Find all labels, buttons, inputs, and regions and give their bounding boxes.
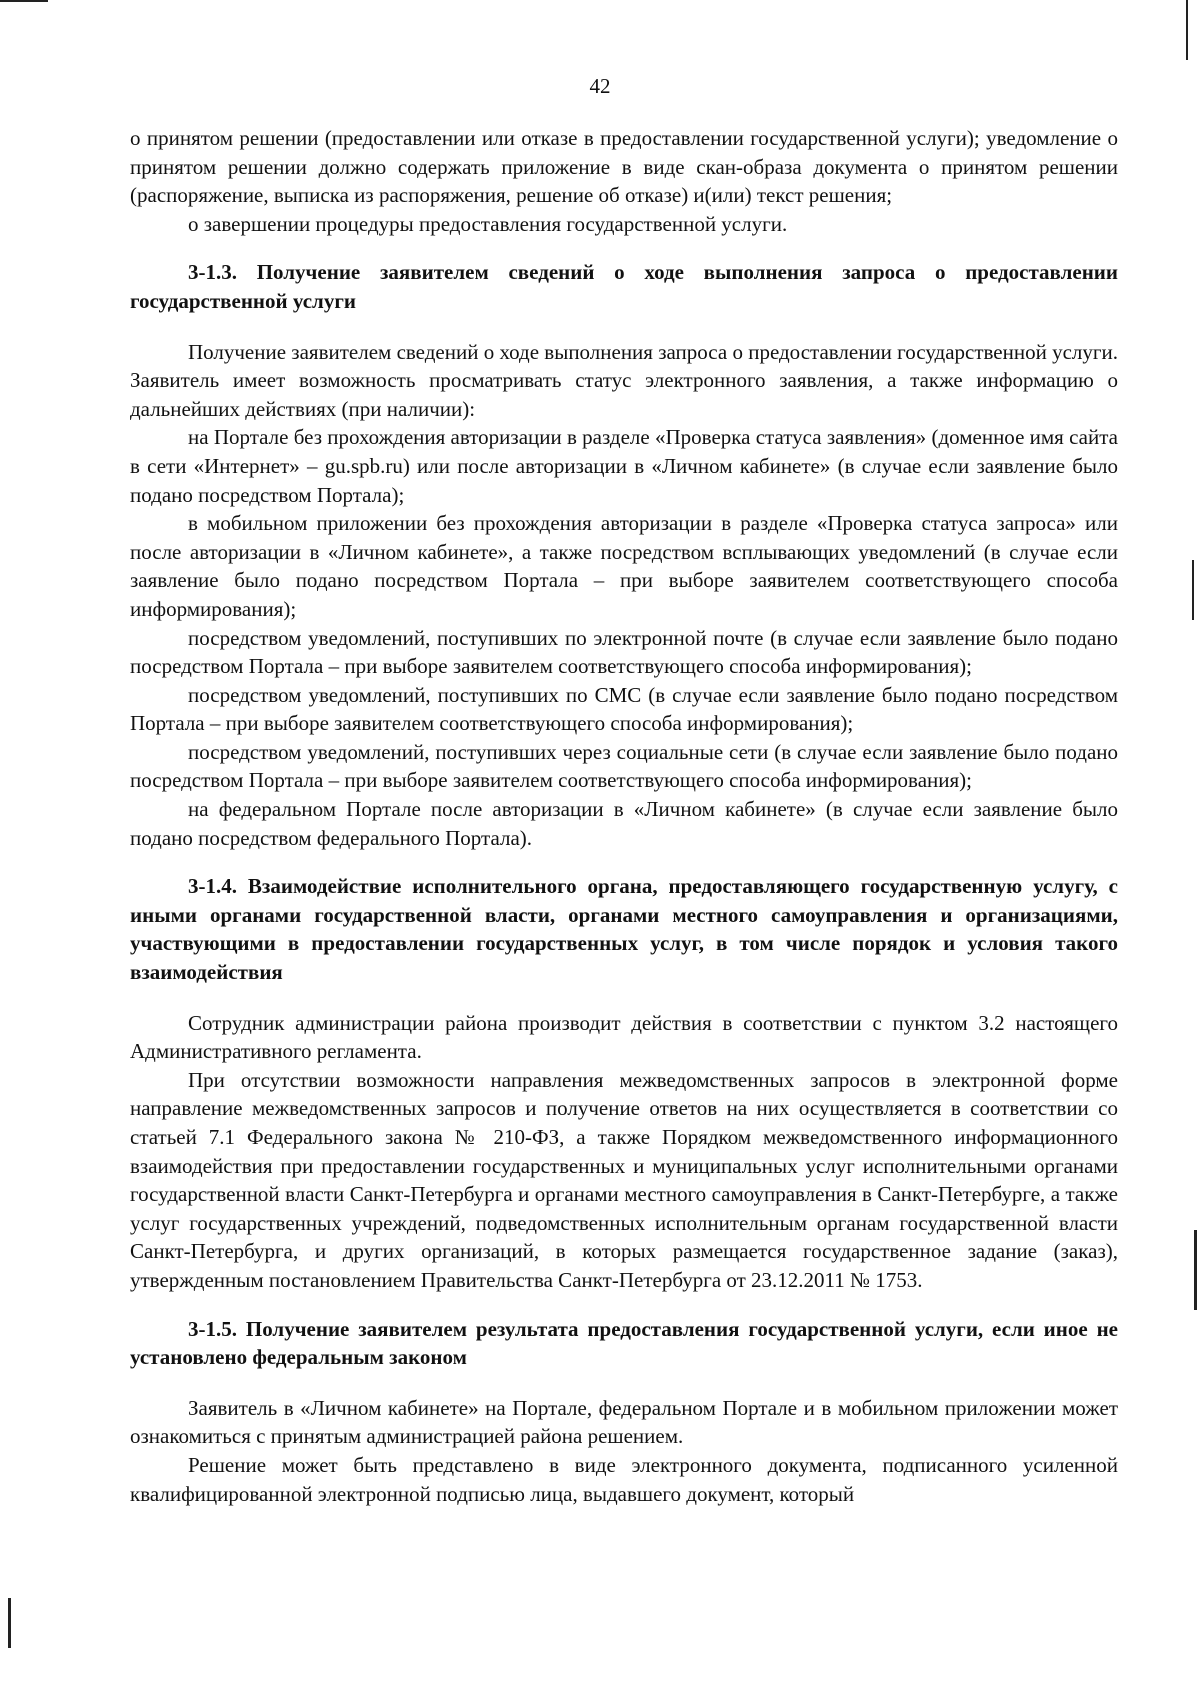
- paragraph: посредством уведомлений, поступивших через социальные сети (в случае если заявление было подано посредством Портала – при выборе заявителем соответствующего способа информирования);: [130, 739, 1118, 793]
- paragraph: При отсутствии возможности направления межведомственных запросов в электронной форме направление межведомственных запросов и получение ответов на них осуществляется в соответствии со статьей 7.1 Федерального закона № 210-ФЗ, а также Порядком межведомственного информационного взаимодействия при предоставлении государственных и муниципальных услуг исполнительными органами государственной власти Санкт-Петербурга и органами местного самоуправления в Санкт-Петербурге, а также услуг государственных учреждений, подведомственных исполнительным органам государственной власти Санкт-Петербурга, и других организаций, в которых размещается государственное задание (заказ), утвержденным постановлением Правительства Санкт-Петербурга от 23.12.2011 № 1753.: [130, 1067, 1118, 1292]
- page-number: 42: [589, 74, 611, 98]
- scan-artifact: [1192, 560, 1194, 620]
- section-heading: 3-1.5. Получение заявителем результата предоставления государственной услуги, если иное не установлено федеральным законом: [130, 1316, 1118, 1370]
- paragraph: Получение заявителем сведений о ходе выполнения запроса о предоставлении государственной услуги. Заявитель имеет возможность просматривать статус электронного заявления, а также информацию о дальнейших действиях (при наличии):: [130, 339, 1118, 421]
- section-heading: 3-1.3. Получение заявителем сведений о ходе выполнения запроса о предоставлении государственной услуги: [130, 260, 1118, 313]
- scan-artifact: [8, 1598, 11, 1648]
- paragraph: Решение может быть представлено в виде электронного документа, подписанного усиленной квалифицированной электронной подписью лица, выдавшего документ, который: [130, 1452, 1118, 1506]
- scan-artifact: [0, 0, 48, 2]
- paragraph: в мобильном приложении без прохождения авторизации в разделе «Проверка статуса запроса» или после авторизации в «Личном кабинете», а также посредством всплывающих уведомлений (в случае если заявление было подано посредством Портала – при выборе заявителем соответствующего способа информирования);: [130, 511, 1118, 621]
- paragraph: о принятом решении (предоставлении или отказе в предоставлении государственной услуги); уведомление о принятом решении должно содержать приложение в виде скан-образа документа о принятом решении (распоряжение, выписка из распоряжения, решение об отказе) и(или) текст решения;: [130, 126, 1118, 208]
- paragraph: о завершении процедуры предоставления государственной услуги.: [188, 211, 788, 236]
- paragraph: посредством уведомлений, поступивших по электронной почте (в случае если заявление было подано посредством Портала – при выборе заявителем соответствующего способа информирования);: [130, 625, 1118, 679]
- section-heading: 3-1.4. Взаимодействие исполнительного органа, предоставляющего государственную услугу, с иными органами государственной власти, органами местного самоуправления и организациями, участвующими в предоставлении государственных услуг, в том числе порядок и условия такого взаимодействия: [130, 874, 1118, 985]
- document-body: [130, 124, 1118, 1508]
- paragraph: Сотрудник администрации района производит действия в соответствии с пунктом 3.2 настоящего Административного регламента.: [130, 1010, 1118, 1064]
- paragraph: на Портале без прохождения авторизации в разделе «Проверка статуса заявления» (доменное имя сайта в сети «Интернет» – gu.spb.ru) или после авторизации в «Личном кабинете» (в случае если заявление было подано посредством Портала);: [130, 425, 1118, 507]
- paragraph: посредством уведомлений, поступивших по СМС (в случае если заявление было подано посредством Портала – при выборе заявителем соответствующего способа информирования);: [130, 682, 1118, 736]
- paragraph: Заявитель в «Личном кабинете» на Портале, федеральном Портале и в мобильном приложении может ознакомиться с принятым администрацией района решением.: [130, 1395, 1118, 1449]
- paragraph: на федеральном Портале после авторизации в «Личном кабинете» (в случае если заявление было подано посредством федерального Портала).: [130, 797, 1118, 850]
- scan-artifact: [1186, 0, 1188, 60]
- scan-artifact: [1194, 1230, 1197, 1310]
